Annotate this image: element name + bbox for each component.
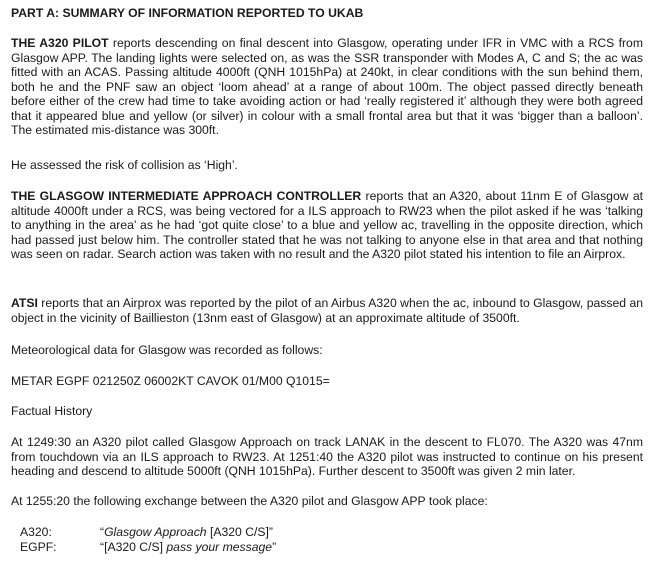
exchange-line-a320 <box>20 525 273 540</box>
quote-close: ” <box>272 540 277 554</box>
exchange-speaker: EGPF: <box>20 540 57 554</box>
factual-history-paragraph: At 1249:30 an A320 pilot called Glasgow Approach on track LANAK in the descent to FL070. The A320 was 47nm from touchdown via an ILS approach to RW23. At 1251:40 the A320 pilot was instructed to continue on his present heading and descend to altitude 5000ft (QNH 1015hPa). Further descent to 3500ft was given 2 min later. <box>11 435 643 478</box>
factual-history-heading: Factual History <box>11 404 93 418</box>
atsi-report-text: reports that an Airprox was reported by the pilot of an Airbus A320 when the ac, inbound to Glasgow, passed an object in the vicinity of Baillieston (13nm east of Glasgow) at an approximate altitude of 3500ft. <box>11 296 643 325</box>
exchange-message-italic: pass your message <box>166 540 273 554</box>
pilot-report-text: reports descending on final descent into Glasgow, operating under IFR in VMC with a RCS from Glasgow APP. The landing lights were selected on, as was the SSR transponder with Modes A, C and S; the ac was fitted with an ACAS. Passing altitude 4000ft (QNH 1015hPa) at 240kt, in clear conditions with the sun behind them, both he and the PNF saw an object ‘loom ahead’ at a range of about 100m. The object passed directly beneath before either of the crew had time to take avoiding action or had ‘really registered it’ although they were both agreed that it appeared blue and yellow (or silver) in colour with a small frontal area but that it was ‘bigger than a balloon’. The estimated mis-distance was 300ft. <box>11 36 643 137</box>
exchange-intro: At 1255:20 the following exchange between the A320 pilot and Glasgow APP took place: <box>11 494 488 508</box>
controller-report-paragraph <box>11 189 643 262</box>
pilot-report-lead: THE A320 PILOT <box>11 36 109 50</box>
exchange-message-plain: [A320 C/S] <box>104 540 167 554</box>
controller-report-text: reports that an A320, about 11nm E of Glasgow at altitude 4000ft under a RCS, was being vectored for a ILS approach to RW23 when the pilot asked if he was ‘talking to anything in the area’ as he had ‘got quite close’ to a blue and yellow ac, travelling in the opposite direction, which had passed just below him. The controller stated that he was not talking to anyone else in that area and that nothing was seen on radar. Search action was taken with no result and the A320 pilot stated his intention to file an Airprox. <box>11 189 643 261</box>
quote-open: “ <box>100 525 105 539</box>
exchange-line-egpf <box>20 540 276 555</box>
exchange-message-italic: Glasgow Approach <box>104 525 207 539</box>
quote-open: “ <box>100 540 105 554</box>
exchange-message-plain: [A320 C/S] <box>206 525 269 539</box>
quote-close: ” <box>268 525 273 539</box>
met-intro: Meteorological data for Glasgow was recorded as follows: <box>11 343 323 357</box>
atsi-report-paragraph <box>11 296 643 325</box>
pilot-report-paragraph <box>11 36 643 138</box>
section-title: PART A: SUMMARY OF INFORMATION REPORTED TO UKAB <box>11 6 364 20</box>
exchange-speaker: A320: <box>20 525 52 539</box>
risk-assessment: He assessed the risk of collision as ‘High’. <box>11 158 238 172</box>
metar-line: METAR EGPF 021250Z 06002KT CAVOK 01/M00 Q1015= <box>11 374 330 388</box>
atsi-report-lead: ATSI <box>11 296 38 310</box>
controller-report-lead: THE GLASGOW INTERMEDIATE APPROACH CONTROLLER <box>11 189 362 203</box>
